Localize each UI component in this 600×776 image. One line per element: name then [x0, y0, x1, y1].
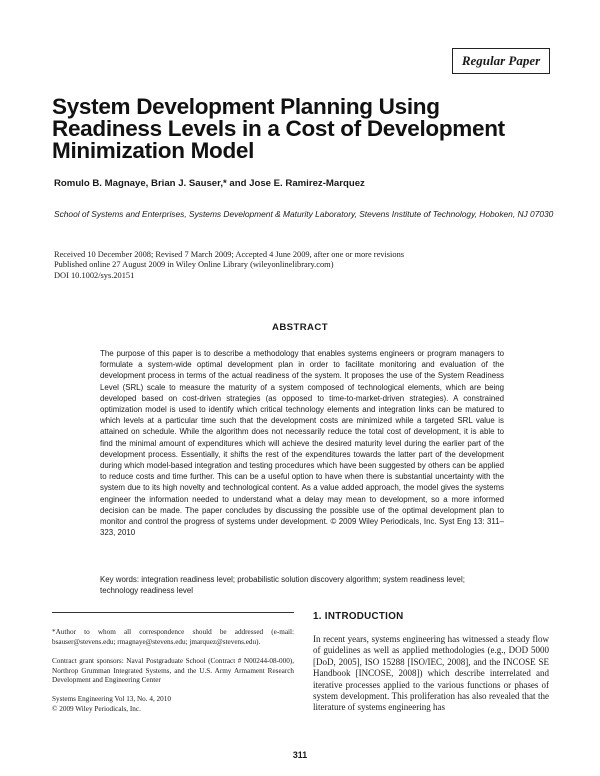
footnote-journal: Systems Engineering Vol 13, No. 4, 2010 [52, 695, 171, 703]
introduction-text: In recent years, systems engineering has witnessed a steady flow of guidelines as well as applied methodologies (e.g., DOD 5000 [DoD, 2005], ISO 15288 [ISO/IEC, 2008], and the INCOSE SE Handbook [INCOSE, 2008]) which describe interrelated and iterative processes applied to the various functions or phases of system development. This proliferation has also revealed that the literature of systems engineering has [313, 634, 549, 713]
publication-metadata [54, 250, 554, 281]
title-line-3: Minimization Model [52, 138, 255, 163]
section-heading-introduction: 1. INTRODUCTION [313, 611, 404, 622]
authors: Romulo B. Magnaye, Brian J. Sauser,* and Jose E. Ramirez-Marquez [54, 178, 365, 189]
published-online: Published online 27 August 2009 in Wiley Online Library (wileyonlinelibrary.com) [54, 260, 334, 270]
article-type-badge: Regular Paper [452, 48, 550, 74]
abstract-text: The purpose of this paper is to describe a methodology that enables systems engineers or program managers to formulate a system-wide optimal development plan in order to facilitate monitoring and evaluation of the development process in terms of the actual readiness of the system. It proposes the use of the System Readiness Level (SRL) scale to measure the maturity of a system composed of technological elements, which are being developed based on cost-driven strategies (as opposed to time-to-market-driven strategies). A constrained optimization model is used to identify which critical technology elements and integration links can be matured to which levels at a particular time such that the development costs are minimized while a targeted SRL value is attained on schedule. While the algorithm does not necessarily reduce the total cost of development, it is able to find the minimal amount of expenditures which will achieve the desired maturity level during the earlier part of the development process. Essentially, it shifts the rest of the expenditures towards the latter part of the development during which model-based integration and testing procedures which have been suggested by others can be applied to reduce costs and time further. This can be a useful option to have when there is substantial uncertainty with the system due to its high novelty and technological content. As a value added approach, the model gives the systems engineer the information needed to understand what a delay may mean to development, so a more informed decision can be made. The paper concludes by discussing the possible use of the optimal development plan to monitor and control the progress of systems under development. © 2009 Wiley Periodicals, Inc. Syst Eng 13: 311–323, 2010 [100, 349, 504, 538]
doi: DOI 10.1002/sys.20151 [54, 270, 135, 280]
page-number: 311 [292, 750, 308, 760]
title-line-1: System Development Planning Using [52, 94, 440, 119]
title-line-2: Readiness Levels in a Cost of Development [52, 116, 505, 141]
footnote-grants: Contract grant sponsors: Naval Postgraduate School (Contract # N00244-08-000), Northrop Grumman Integrated Systems, and the U.S. Army Armament Research Development and Engineering Center [52, 657, 294, 685]
affiliation: School of Systems and Enterprises, Systems Development & Maturity Laboratory, Stevens Institute of Technology, Hoboken, NJ 07030 [54, 209, 554, 219]
abstract-heading: ABSTRACT [272, 322, 328, 333]
footnote-copyright: © 2009 Wiley Periodicals, Inc. [52, 705, 141, 713]
footnote-correspondence: *Author to whom all correspondence should be addressed (e-mail: bsauser@stevens.edu; rmagnaye@stevens.edu; jmarquez@stevens.edu). [52, 628, 294, 646]
keywords: Key words: integration readiness level; probabilistic solution discovery algorithm; system readiness level; technology readiness level [100, 575, 465, 596]
received-dates: Received 10 December 2008; Revised 7 March 2009; Accepted 4 June 2009, after one or more revisions [54, 250, 405, 259]
footnote-divider [52, 612, 294, 613]
paper-title [52, 96, 552, 162]
